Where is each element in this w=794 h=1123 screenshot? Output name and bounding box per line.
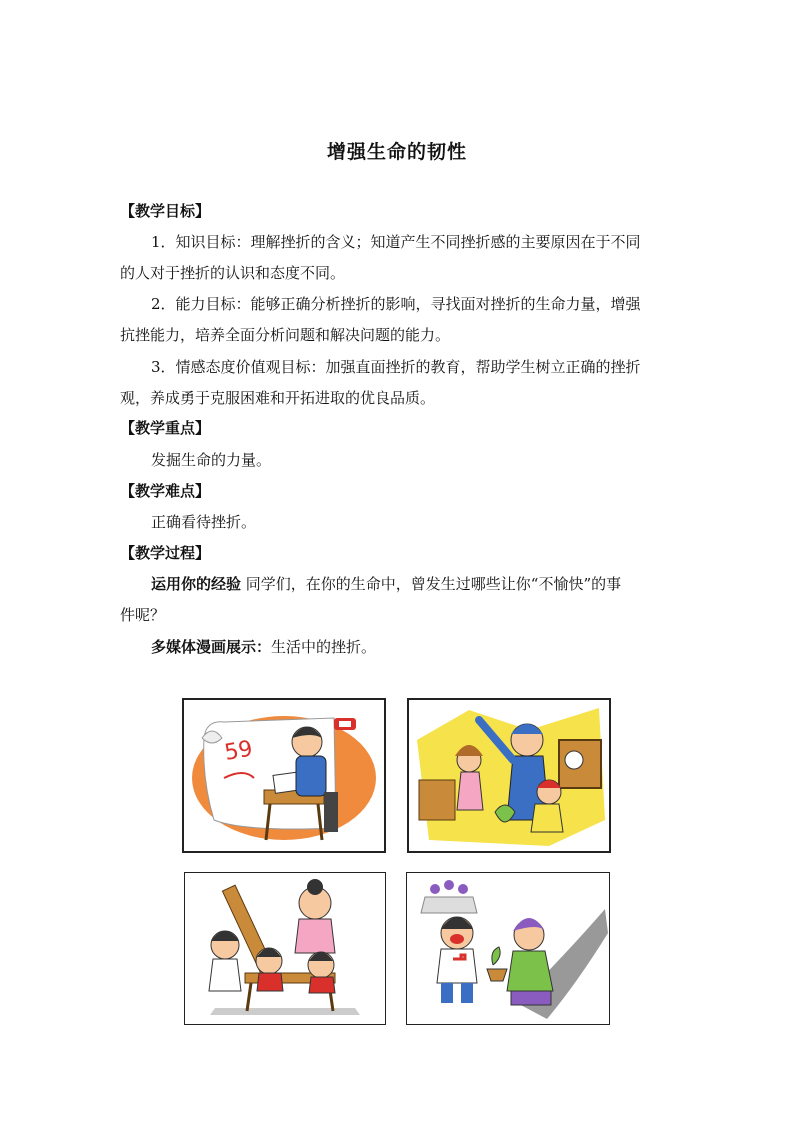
goal-1-line-2: 的人对于挫折的认识和态度不同。 bbox=[120, 264, 346, 282]
section-heading-process: 【教学过程】 bbox=[120, 544, 211, 562]
section-heading-key-point: 【教学重点】 bbox=[120, 419, 211, 437]
key-point-text: 发掘生命的力量。 bbox=[151, 451, 272, 469]
process-2-text: 生活中的挫折。 bbox=[271, 638, 377, 656]
process-1-text: 同学们，在你的生命中，曾发生过哪些让你“不愉快”的事 bbox=[241, 575, 622, 593]
process-2-lead: 多媒体漫画展示： bbox=[151, 638, 272, 656]
goal-3-line-2: 观，养成勇于克服困难和开拓进取的优良品质。 bbox=[120, 389, 436, 407]
process-paragraph-2 bbox=[151, 637, 711, 657]
goal-3-line-1: 3．情感态度价值观目标：加强直面挫折的教育，帮助学生树立正确的挫折 bbox=[151, 358, 641, 376]
exam-score-text: 59 bbox=[222, 736, 255, 766]
cartoon-classroom-punishment bbox=[184, 872, 386, 1025]
section-heading-difficulty: 【教学难点】 bbox=[120, 482, 211, 500]
process-paragraph-1-cont: 件呢？ bbox=[120, 606, 166, 624]
difficulty-text: 正确看待挫折。 bbox=[151, 513, 257, 531]
goal-2-line-2: 抗挫能力，培养全面分析问题和解决问题的能力。 bbox=[120, 326, 451, 344]
cartoon-comforting-child bbox=[406, 872, 610, 1025]
goal-1-line-1: 1．知识目标：理解挫折的含义；知道产生不同挫折感的主要原因在于不同 bbox=[151, 233, 641, 251]
process-1-lead: 运用你的经验 bbox=[151, 575, 242, 593]
cartoon-exam-failure bbox=[182, 698, 386, 853]
section-heading-goals: 【教学目标】 bbox=[120, 202, 211, 220]
cartoon-family-quarrel bbox=[407, 698, 611, 853]
goal-2-line-1: 2．能力目标：能够正确分析挫折的影响，寻找面对挫折的生命力量，增强 bbox=[151, 295, 641, 313]
page-title: 增强生命的韧性 bbox=[326, 141, 467, 163]
process-paragraph-1 bbox=[151, 574, 711, 594]
